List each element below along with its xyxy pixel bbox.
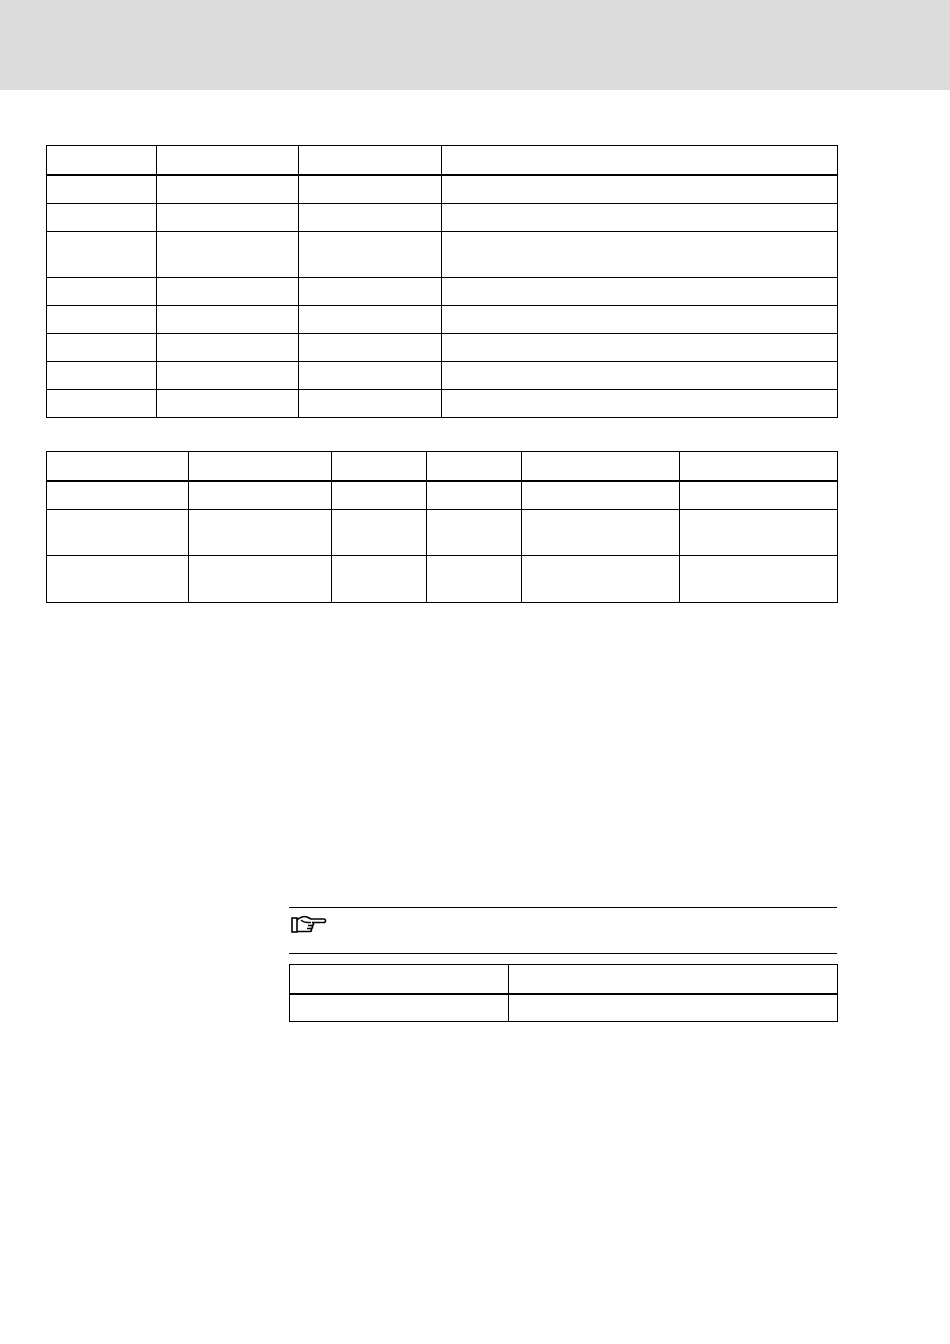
table-cell: [427, 510, 522, 556]
table-cell: [157, 362, 299, 390]
table-header-row: [47, 146, 838, 175]
table-cell: [442, 232, 838, 278]
table-cell: [157, 175, 299, 204]
table-cell: [680, 510, 838, 556]
table-cell: [442, 175, 838, 204]
table-cell: [299, 334, 442, 362]
table-cell: [47, 306, 157, 334]
table-cell: [680, 556, 838, 603]
table-cell: [47, 334, 157, 362]
table-cell: [299, 362, 442, 390]
table-cell: [47, 175, 157, 204]
table-cell: [47, 556, 189, 603]
table-cell: [299, 204, 442, 232]
table-row: [47, 278, 838, 306]
table-cell: [680, 481, 838, 510]
table-cell: [442, 278, 838, 306]
page-header-band: [0, 0, 950, 90]
table-cell: [299, 306, 442, 334]
table-header-cell: [47, 452, 189, 481]
table-cell: [157, 334, 299, 362]
table-row: [47, 175, 838, 204]
table-row: [47, 390, 838, 418]
table-cell: [157, 232, 299, 278]
table-cell: [299, 278, 442, 306]
table-row: [290, 994, 838, 1022]
table-cell: [332, 556, 427, 603]
table-cell: [442, 390, 838, 418]
table-row: [47, 556, 838, 603]
table-cell: [442, 204, 838, 232]
table-row: [47, 510, 838, 556]
table-header-cell: [157, 146, 299, 175]
table-header-cell: [299, 146, 442, 175]
table-header-row: [47, 452, 838, 481]
table-cell: [157, 204, 299, 232]
table-cell: [299, 232, 442, 278]
table-1: [46, 145, 838, 418]
table-row: [47, 362, 838, 390]
note-top-rule: [289, 907, 837, 908]
table-cell: [47, 204, 157, 232]
table-cell: [442, 306, 838, 334]
table-cell: [442, 334, 838, 362]
table-row: [47, 481, 838, 510]
table-row: [47, 306, 838, 334]
table-cell: [157, 278, 299, 306]
table-header-row: [290, 965, 838, 994]
table-header-cell: [509, 965, 838, 994]
table-cell: [47, 362, 157, 390]
note-bottom-rule: [289, 953, 837, 954]
table-cell: [299, 390, 442, 418]
table-header-cell: [47, 146, 157, 175]
table-header-cell: [427, 452, 522, 481]
table-cell: [47, 510, 189, 556]
table-header-cell: [189, 452, 332, 481]
table-header-cell: [522, 452, 680, 481]
table-2: [46, 451, 838, 603]
table-cell: [427, 556, 522, 603]
table-row: [47, 334, 838, 362]
table-header-cell: [290, 965, 509, 994]
table-header-cell: [680, 452, 838, 481]
table-cell: [157, 306, 299, 334]
table-cell: [509, 994, 838, 1022]
table-cell: [442, 362, 838, 390]
table-cell: [299, 175, 442, 204]
table-cell: [47, 390, 157, 418]
table-cell: [427, 481, 522, 510]
table-cell: [290, 994, 509, 1022]
table-cell: [332, 481, 427, 510]
table-cell: [522, 510, 680, 556]
table-row: [47, 204, 838, 232]
table-header-cell: [332, 452, 427, 481]
table-cell: [522, 556, 680, 603]
table-cell: [522, 481, 680, 510]
table-cell: [189, 481, 332, 510]
table-row: [47, 232, 838, 278]
table-cell: [157, 390, 299, 418]
table-3: [289, 964, 838, 1022]
table-cell: [332, 510, 427, 556]
pointing-hand-icon: [291, 912, 327, 936]
table-cell: [189, 556, 332, 603]
table-cell: [47, 278, 157, 306]
table-cell: [47, 232, 157, 278]
table-cell: [47, 481, 189, 510]
table-header-cell: [442, 146, 838, 175]
table-cell: [189, 510, 332, 556]
